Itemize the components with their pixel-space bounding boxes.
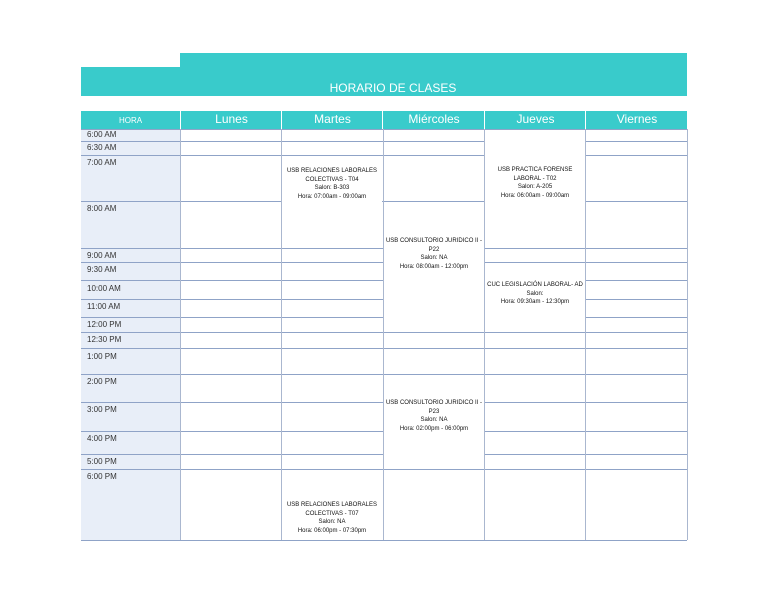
time-label: 12:30 PM: [87, 335, 122, 344]
grid-column-line: [585, 129, 586, 540]
column-header-hora: HORA: [118, 116, 143, 125]
event-room: Salon: B-303: [314, 185, 350, 192]
time-label: 9:30 AM: [87, 265, 117, 274]
header-row: [81, 111, 687, 129]
time-label: 7:00 AM: [87, 158, 117, 167]
title-banner: [81, 67, 687, 96]
grid-row-line: [81, 129, 687, 130]
event-hours: Hora: 09:30am - 12:30pm: [500, 299, 570, 306]
event-room: Salon: A-205: [517, 184, 553, 191]
event-title: USB CONSULTORIO JURIDICO II - P23: [385, 400, 483, 415]
event-room: Salon: NA: [318, 519, 346, 526]
time-label: 6:00 AM: [87, 130, 117, 139]
grid-row-line: [81, 155, 687, 156]
column-header-viernes: Viernes: [585, 111, 688, 129]
event-hours: Hora: 02:00pm - 06:00pm: [399, 425, 469, 432]
grid-row-line: [81, 348, 687, 349]
column-header-miercoles: Miércoles: [382, 111, 485, 129]
class-event[interactable]: [487, 166, 583, 200]
grid-row-line: [81, 332, 687, 333]
grid-row-line: [81, 374, 687, 375]
event-room: Salon: NA: [420, 417, 448, 424]
event-title: USB RELACIONES LABORALES COLECTIVAS - T04: [286, 168, 378, 183]
grid-row-line: [81, 141, 687, 142]
class-event[interactable]: [384, 399, 484, 433]
title-banner-tab: [180, 53, 687, 67]
grid-row-line: [81, 201, 687, 202]
time-label: 10:00 AM: [87, 284, 121, 293]
class-event[interactable]: [384, 237, 484, 271]
event-hours: Hora: 06:00am - 09:00am: [500, 192, 570, 199]
class-event[interactable]: [486, 281, 584, 307]
time-label: 6:30 AM: [87, 143, 117, 152]
grid-bottom-line: [81, 540, 687, 541]
time-label: 12:00 PM: [87, 320, 122, 329]
event-hours: Hora: 07:00am - 09:00am: [297, 193, 367, 200]
event-title: USB CONSULTORIO JURIDICO II - P22: [385, 238, 483, 253]
time-label: 4:00 PM: [87, 434, 117, 443]
class-event[interactable]: [283, 167, 381, 201]
time-label: 9:00 AM: [87, 251, 117, 260]
event-room: Salon:: [526, 290, 544, 297]
event-hours: Hora: 06:00pm - 07:30pm: [297, 527, 367, 534]
grid-row-line: [81, 469, 687, 470]
time-label: 3:00 PM: [87, 405, 117, 414]
class-event[interactable]: [283, 501, 381, 535]
time-label: 6:00 PM: [87, 472, 117, 481]
event-title: CUC LEGISLACIÓN LABORAL- AD: [487, 282, 583, 288]
time-label: 2:00 PM: [87, 377, 117, 386]
page-title: HORARIO DE CLASES: [329, 81, 457, 95]
time-label: 5:00 PM: [87, 457, 117, 466]
time-label: 1:00 PM: [87, 352, 117, 361]
time-label: 8:00 AM: [87, 204, 117, 213]
event-title: USB RELACIONES LABORALES COLECTIVAS - T07: [286, 502, 378, 517]
event-hours: Hora: 08:00am - 12:00pm: [399, 263, 469, 270]
event-room: Salon: NA: [420, 255, 448, 262]
event-title: USB PRACTICA FORENSE LABORAL - T02: [497, 167, 573, 182]
column-header-martes: Martes: [281, 111, 383, 129]
grid-column-line: [687, 129, 688, 540]
grid-column-line: [180, 129, 181, 540]
time-label: 11:00 AM: [87, 302, 121, 311]
column-header-jueves: Jueves: [484, 111, 586, 129]
grid-column-line: [383, 129, 384, 540]
column-header-lunes: Lunes: [180, 111, 282, 129]
